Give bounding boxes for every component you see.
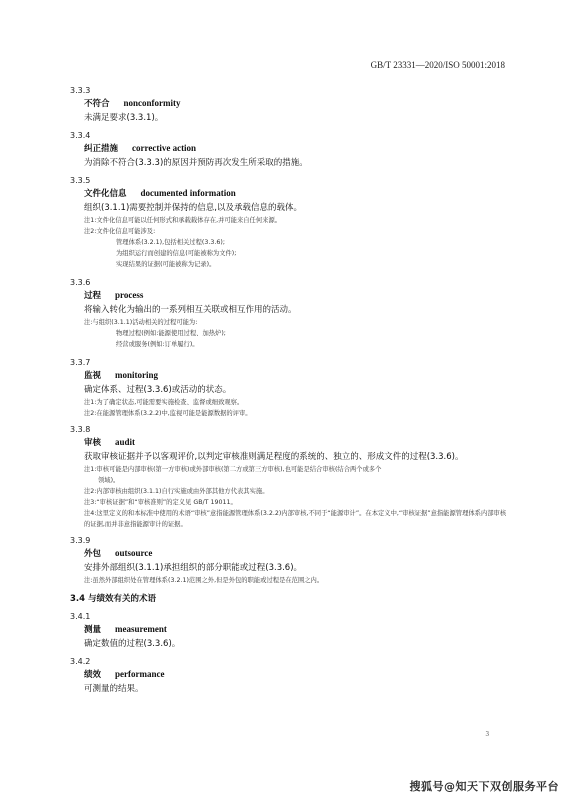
clause-number: 3.3.4 [70, 131, 91, 140]
term-en: measurement [115, 624, 167, 634]
note: 注1:为了确定状态,可能需要实施检查、监督或细致观察。 [84, 399, 244, 406]
clause-number: 3.3.5 [70, 176, 91, 185]
term-en: documented information [140, 188, 236, 198]
term-heading [84, 547, 510, 561]
term-en: nonconformity [123, 98, 181, 108]
definition: 确定数值的过程(3.3.6)。 [84, 639, 181, 649]
term-heading [84, 187, 510, 201]
term-en: outsource [115, 548, 153, 558]
note: 注3:“审核证据”和“审核准则”的定义见 GB/T 19011。 [84, 499, 237, 506]
entry-3-4-2 [70, 655, 510, 696]
note-item: 为组织运行而创建的信息(可能被称为文件); [116, 250, 237, 257]
term-heading [84, 623, 510, 637]
entry-3-3-9 [70, 534, 510, 586]
clause-number: 3.4.2 [70, 657, 91, 666]
term-zh: 不符合 [84, 99, 110, 109]
term-zh: 绩效 [84, 670, 102, 680]
definition: 为消除不符合(3.3.3)的原因并预防再次发生所采取的措施。 [84, 158, 308, 168]
term-en: process [115, 290, 144, 300]
note: 注1:审核可能是内部审核(第一方审核)或外部审核(第二方或第三方审核),也可能是结合审核(结合两个或多个 [84, 466, 382, 473]
definition: 安排外部组织(3.1.1)承担组织的部分职能或过程(3.3.6)。 [84, 563, 303, 573]
definition: 未满足要求(3.3.1)。 [84, 113, 164, 123]
note-item: 管理体系(3.2.1),包括相关过程(3.3.6); [116, 239, 225, 246]
note-item: 实现结果的证据(可能被称为记录)。 [116, 261, 216, 268]
term-zh: 外包 [84, 549, 102, 559]
clause-number: 3.3.9 [70, 536, 91, 545]
section-title: 3.4 与绩效有关的术语 [70, 594, 157, 604]
note-item: 物理过程(例如:能源使用过程、加热炉); [116, 330, 226, 337]
document-content [70, 84, 510, 696]
note-continuation: 领域)。 [98, 477, 120, 484]
term-en: audit [115, 437, 136, 447]
clause-number: 3.3.7 [70, 358, 91, 367]
note: 注1:文件化信息可能以任何形式和承载载体存在,并可能来自任何来源。 [84, 217, 282, 224]
term-heading [84, 436, 510, 450]
note: 注2:内部审核由组织(3.1.1)自行实施或由外部其他方代表其实施。 [84, 488, 269, 495]
term-en: corrective action [132, 143, 197, 153]
term-heading [84, 289, 510, 303]
note: 注:虽然外部组织处在管理体系(3.2.1)范围之外,但是外包的职能或过程是在范围之内。 [84, 577, 324, 584]
entry-3-3-8 [70, 423, 510, 530]
watermark: 搜狐号@知天下双创服务平台 [409, 780, 559, 793]
entry-3-3-7 [70, 356, 510, 419]
clause-number: 3.3.6 [70, 278, 91, 287]
entry-3-3-3 [70, 84, 510, 125]
definition: 确定体系、过程(3.3.6)或活动的状态。 [84, 385, 232, 395]
term-zh: 测量 [84, 625, 102, 635]
entry-3-3-5 [70, 174, 510, 270]
term-heading [84, 97, 510, 111]
term-zh: 监视 [84, 371, 102, 381]
note-item: 经营或服务(例如:订单履行)。 [116, 341, 199, 348]
clause-number: 3.3.3 [70, 86, 91, 95]
definition: 可测量的结果。 [84, 684, 144, 694]
note: 注2:在能源管理体系(3.2.2)中,监视可能是能源数据的评审。 [84, 410, 252, 417]
term-en: monitoring [115, 370, 159, 380]
note: 注2:文件化信息可能涉及: [84, 228, 156, 235]
term-heading [84, 668, 510, 682]
term-en: performance [115, 669, 165, 679]
term-heading [84, 369, 510, 383]
note: 注:与组织(3.1.1)活动相关的过程可能为: [84, 319, 198, 326]
entry-3-3-6 [70, 276, 510, 350]
definition: 将输入转化为输出的一系列相互关联或相互作用的活动。 [84, 305, 297, 315]
page-header: GB/T 23331—2020/ISO 50001:2018 [370, 60, 505, 70]
entry-3-4-1 [70, 610, 510, 651]
clause-number: 3.3.8 [70, 425, 91, 434]
term-heading [84, 142, 510, 156]
term-zh: 纠正措施 [84, 144, 119, 154]
page-number: 3 [485, 730, 489, 738]
term-zh: 审核 [84, 438, 102, 448]
definition: 组织(3.1.1)需要控制并保持的信息,以及承载信息的载体。 [84, 203, 302, 213]
definition: 获取审核证据并予以客观评价,以判定审核准则满足程度的系统的、独立的、形成文件的过程(3.3.6)。 [84, 452, 464, 462]
entry-3-3-4 [70, 129, 510, 170]
term-zh: 过程 [84, 291, 102, 301]
note: 注4:这里定义的和本标准中使用的术语“审核”意指能源管理体系(3.2.2)内部审核,不同于“能源审计”。在本定义中,“审核证据”意指能源管理体系内部审核的证据,而并非意指能源审计的证据。 [84, 510, 507, 528]
clause-number: 3.4.1 [70, 612, 91, 621]
term-zh: 文件化信息 [84, 189, 127, 199]
